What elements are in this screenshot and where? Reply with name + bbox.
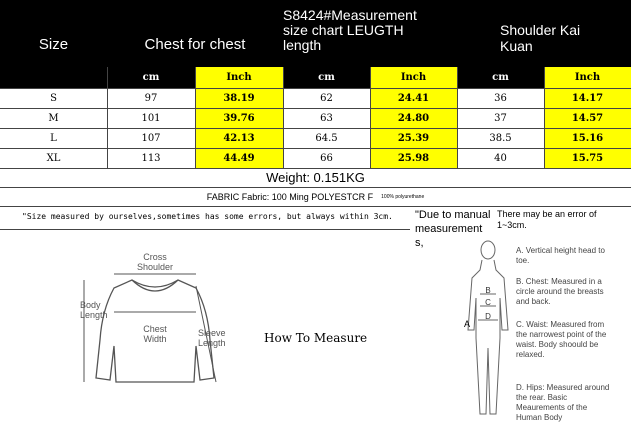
body-outline [468,260,508,414]
size-cell: XL [46,152,61,164]
chest-inch-cell: 38.19 [223,92,255,104]
size-note-middle: "Due to manual measurement s, [415,209,491,249]
grid-line [107,67,108,168]
chest-cm-cell: 97 [144,92,158,104]
length-cm-cell: 63 [320,112,333,124]
length-header: S8424#Measurement size chart LEUGTH length [283,7,417,53]
chest-inch-cell: 44.49 [223,152,255,164]
table-row [0,108,631,128]
shoulder-cm-cell: 38.5 [489,132,512,144]
body-label-c: C [485,298,491,307]
shoulder-inch-cell: 14.17 [571,92,604,104]
body-label-d: D [485,312,491,321]
chest-inch-cell: 39.76 [223,112,255,124]
head-outline [481,241,495,259]
body-label-b: B [485,286,491,295]
unit-cm-shoulder: cm [457,67,544,88]
grid-line [0,108,631,109]
grid-line [0,88,631,89]
length-inch-cell: 24.80 [397,112,430,124]
chest-header: Chest for chest [144,35,246,53]
sleeve-length-label: Sleeve [198,328,226,338]
chest-width-label: Width [143,334,167,344]
shoulder-inch-cell: 15.16 [571,132,604,144]
unit-inch-shoulder: Inch [544,67,631,88]
length-cm-cell: 64.5 [315,132,338,144]
table-row [0,88,631,108]
weight-text: Weight: 0.151KG [266,170,365,185]
shoulder-inch-cell: 15.75 [571,152,604,164]
body-length-label: Length [80,310,108,320]
size-cell: M [48,112,59,124]
instruction-b: B. Chest: Measured in a circle around the breasts and back. [516,277,604,306]
body-length-label: Body [80,300,101,310]
instruction-a: A. Vertical height head to toe. [516,246,605,265]
garment-diagram [70,250,240,400]
chest-cm-cell: 107 [141,132,161,144]
size-header: Size [38,35,69,53]
chest-cm-cell: 113 [141,152,161,164]
chest-cm-cell: 101 [141,112,161,124]
size-cell: S [50,92,57,104]
grid-line [457,67,458,168]
size-note-left: "Size measured by ourselves,sometimes has some errors, but always within 3cm. [22,212,393,221]
grid-line [283,67,284,168]
table-row [0,128,631,148]
shoulder-cm-cell: 37 [494,112,507,124]
grid-line [0,206,631,207]
sweater-neckline [132,280,178,291]
size-cell: L [50,132,57,144]
shoulder-header: Shoulder Kai Kuan [500,22,581,54]
fabric-small: 100% polyurethane [381,194,425,200]
unit-inch-length: Inch [370,67,457,88]
grid-line [0,229,410,230]
length-cm-cell: 62 [320,92,333,104]
fabric-main: FABRIC Fabric: 100 Ming POLYESTCR F [206,192,374,202]
fabric-text [0,188,631,206]
instruction-c: C. Waist: Measured from the narrowest point of the waist. Body shoould be relaxed. [516,320,607,359]
cross-shoulder-label: Cross [143,252,167,262]
grid-line [195,67,196,168]
grid-line [370,67,371,168]
shoulder-cm-cell: 40 [494,152,507,164]
length-inch-cell: 24.41 [397,92,430,104]
chest-width-label: Chest [143,324,167,334]
grid-line [544,67,545,168]
grid-line [0,148,631,149]
shoulder-inch-cell: 14.57 [571,112,604,124]
unit-cm-length: cm [283,67,370,88]
sleeve-length-label: Length [198,338,226,348]
length-inch-cell: 25.98 [397,152,430,164]
length-cm-cell: 66 [320,152,333,164]
table-row [0,148,631,168]
chest-inch-cell: 42.13 [223,132,255,144]
how-to-measure-title: How To Measure [264,331,368,345]
grid-line [0,128,631,129]
unit-inch-chest: Inch [195,67,283,88]
unit-cm-chest: cm [107,67,195,88]
length-inch-cell: 25.39 [397,132,430,144]
instruction-d: D. Hips: Measured around the rear. Basic Meaurements of the Human Body [516,383,610,422]
size-note-right: There may be an error of 1~3cm. [497,209,597,230]
cross-shoulder-label: Shoulder [136,262,174,272]
shoulder-cm-cell: 36 [494,92,507,104]
body-label-a: A [464,319,471,329]
